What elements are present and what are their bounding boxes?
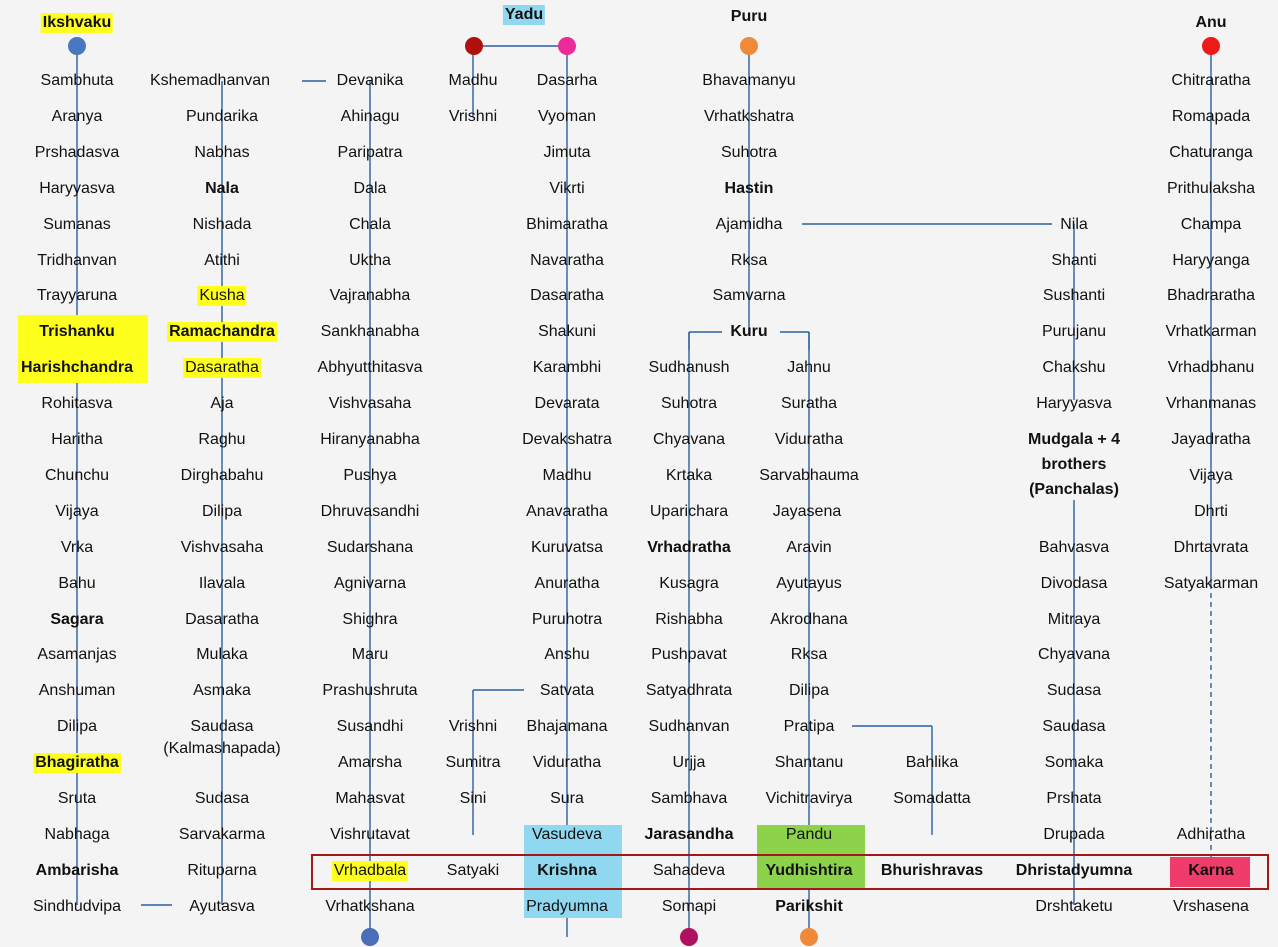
- name-c2-9: Aja: [210, 395, 234, 413]
- name-c5-1: Vyoman: [537, 107, 597, 125]
- name-c11-10: Jayadratha: [1171, 431, 1251, 448]
- name-c8-15: Parikshit: [775, 897, 843, 915]
- name-c3-12: Dhruvasandhi: [320, 502, 420, 520]
- name-c5-9: Devarata: [534, 395, 600, 413]
- name-c2-12: Dilipa: [201, 502, 243, 520]
- name-c10-13: Sudasa: [1046, 682, 1102, 700]
- ikshvaku-dot: [68, 37, 86, 55]
- name-c3-17: Prashushruta: [322, 682, 418, 700]
- name-c3-20: Mahasvat: [335, 790, 405, 807]
- name-c7-10: Sudhanvan: [648, 718, 730, 736]
- dasarha-dot: [558, 37, 576, 55]
- name-c10-2: Sushanti: [1042, 287, 1106, 305]
- name-c10-15: Somaka: [1044, 754, 1104, 772]
- name-c3-6: Vajranabha: [329, 287, 411, 305]
- name-c10-18: Dhristadyumna: [1015, 861, 1133, 879]
- name-c8-13: Pandu: [785, 825, 833, 843]
- name-c3-22: Vrhadbala: [333, 861, 407, 879]
- name-c7-11: Urjja: [672, 754, 706, 772]
- name-c3-15: Shighra: [342, 610, 398, 628]
- name-c7-3: Krtaka: [665, 466, 713, 484]
- lineage-head-yadu: Yadu: [504, 6, 544, 23]
- contemporaries-highlight-box: [311, 854, 1269, 890]
- name-c11-1: Romapada: [1171, 107, 1251, 125]
- name-c10-11: Mitraya: [1047, 610, 1101, 628]
- name-c3-5: Uktha: [349, 251, 391, 269]
- anu-dot: [1202, 37, 1220, 55]
- name-c1-19: Bhagiratha: [35, 754, 119, 772]
- lineage-head-puru: Puru: [730, 8, 768, 25]
- name-c4-3: Sumitra: [445, 754, 501, 772]
- name-c1-11: Chunchu: [44, 466, 110, 484]
- name-c1-18: Dilipa: [56, 718, 98, 736]
- name-c1-9: Rohitasva: [41, 395, 113, 413]
- name-c11-16: Karna: [1188, 861, 1234, 879]
- name-c4-1: Vrishni: [448, 107, 498, 125]
- name-c1-14: Bahu: [58, 574, 96, 592]
- name-c5-7: Shakuni: [538, 323, 596, 341]
- name-c6-2: Suhotra: [720, 143, 778, 161]
- name-c8-1: Suratha: [780, 395, 838, 413]
- name-c6-6: Samvarna: [712, 287, 786, 305]
- name-c2-14: Ilavala: [198, 574, 246, 592]
- name-c11-8: Vrhadbhanu: [1167, 359, 1255, 377]
- name-c2-13: Vishvasaha: [180, 538, 264, 556]
- name-c3-3: Dala: [353, 179, 387, 197]
- name-c3-8: Abhyutthitasva: [317, 359, 423, 377]
- name-c7-12: Sambhava: [650, 790, 728, 807]
- name-c5-17: Satvata: [539, 682, 595, 700]
- name-c3-11: Pushya: [343, 466, 397, 484]
- name-c5-2: Jimuta: [543, 143, 591, 161]
- name-c3-21: Vishrutavat: [330, 825, 410, 843]
- name-c5-22: Krishna: [537, 861, 597, 879]
- name-c5-18: Bhajamana: [526, 718, 608, 736]
- name-c4-0: Madhu: [448, 72, 498, 89]
- name-c5-20: Sura: [550, 790, 584, 807]
- name-c8-11: Shantanu: [774, 754, 844, 772]
- name-c8-12: Vichitravirya: [765, 790, 853, 807]
- name-c7-5: Vrhadratha: [647, 538, 731, 556]
- name-c8-8: Rksa: [790, 646, 828, 664]
- name-c2-15: Dasaratha: [185, 610, 259, 628]
- madhu-dot: [465, 37, 483, 55]
- name-c1-6: Trayyaruna: [36, 287, 118, 305]
- name-c6-5: Rksa: [730, 251, 768, 269]
- name-c7-4: Uparichara: [649, 502, 729, 520]
- name-c2-16: Mulaka: [196, 646, 248, 664]
- name-c7-6: Kusagra: [659, 574, 719, 592]
- name-c2-11: Dirghabahu: [180, 466, 264, 484]
- name-c2-2: Nabhas: [194, 143, 250, 161]
- name-c2-19: (Kalmashapada): [163, 739, 281, 757]
- name-c5-10: Devakshatra: [522, 431, 612, 448]
- name-c5-13: Kuruvatsa: [530, 538, 604, 556]
- name-c5-5: Navaratha: [530, 251, 604, 269]
- name-c3-13: Sudarshana: [326, 538, 414, 556]
- name-c6-7: Kuru: [730, 323, 768, 341]
- name-c1-16: Asamanjas: [37, 646, 117, 664]
- name-c5-14: Anuratha: [534, 574, 600, 592]
- name-c7-14: Sahadeva: [652, 861, 726, 879]
- name-c11-6: Bhadraratha: [1166, 287, 1256, 305]
- vrhatkshana-end-dot: [361, 928, 379, 946]
- name-c8-3: Sarvabhauma: [759, 466, 859, 484]
- name-c3-16: Maru: [351, 646, 389, 664]
- name-c2-3: Nala: [205, 179, 239, 197]
- name-c1-1: Aranya: [51, 107, 103, 125]
- name-c1-21: Nabhaga: [44, 825, 110, 843]
- name-c10-8: (Panchalas): [1029, 481, 1119, 499]
- name-c2-21: Sarvakarma: [178, 825, 266, 843]
- name-c5-4: Bhimaratha: [526, 215, 608, 233]
- name-c2-5: Atithi: [204, 251, 240, 269]
- name-c2-4: Nishada: [192, 215, 252, 233]
- name-c2-17: Asmaka: [193, 682, 251, 700]
- name-c10-6: Mudgala + 4: [1027, 431, 1121, 448]
- name-c11-2: Chaturanga: [1169, 143, 1253, 161]
- name-c10-0: Nila: [1060, 215, 1088, 233]
- name-c8-7: Akrodhana: [770, 610, 848, 628]
- name-c1-2: Prshadasva: [34, 143, 120, 161]
- name-c8-10: Pratipa: [783, 718, 835, 736]
- name-c7-15: Somapi: [661, 897, 717, 915]
- name-c10-17: Drupada: [1043, 825, 1105, 843]
- name-c11-4: Champa: [1180, 215, 1242, 233]
- name-c7-8: Pushpavat: [651, 646, 727, 664]
- name-c10-9: Bahvasva: [1038, 538, 1110, 556]
- name-c11-17: Vrshasena: [1173, 897, 1249, 915]
- name-c7-7: Rishabha: [655, 610, 723, 628]
- name-c10-7: brothers: [1041, 456, 1107, 474]
- name-c3-10: Hiranyanabha: [320, 431, 420, 448]
- name-c1-15: Sagara: [50, 610, 104, 628]
- name-c5-0: Dasarha: [536, 72, 598, 89]
- name-c3-19: Amarsha: [337, 754, 403, 772]
- name-c2-1: Pundarika: [185, 107, 259, 125]
- name-c7-13: Jarasandha: [644, 825, 734, 843]
- name-c5-21: Vasudeva: [532, 825, 602, 843]
- name-c6-3: Hastin: [724, 179, 774, 197]
- name-c6-0: Bhavamanyu: [702, 72, 796, 89]
- name-c4-2: Vrishni: [448, 718, 498, 736]
- name-c6-4: Ajamidha: [715, 215, 783, 233]
- name-c7-0: Sudhanush: [648, 359, 730, 377]
- name-c10-10: Divodasa: [1040, 574, 1108, 592]
- name-c8-0: Jahnu: [787, 359, 831, 377]
- name-c10-5: Haryyasva: [1036, 395, 1112, 413]
- puru-dot: [740, 37, 758, 55]
- name-c1-10: Haritha: [51, 431, 103, 448]
- name-c8-6: Ayutayus: [776, 574, 842, 592]
- name-c8-5: Aravin: [786, 538, 832, 556]
- name-c11-5: Haryyanga: [1172, 251, 1250, 269]
- name-c10-1: Shanti: [1051, 251, 1097, 269]
- name-c5-19: Viduratha: [532, 754, 602, 772]
- name-c2-7: Ramachandra: [169, 323, 275, 341]
- name-c2-0: Kshemadhanvan: [149, 72, 271, 89]
- name-c7-9: Satyadhrata: [645, 682, 733, 700]
- name-c11-9: Vrhanmanas: [1165, 395, 1257, 413]
- name-c3-4: Chala: [349, 215, 391, 233]
- name-c8-9: Dilipa: [788, 682, 830, 700]
- name-c1-0: Sambhuta: [40, 72, 114, 89]
- name-c9-0: Bahlika: [905, 754, 959, 772]
- name-c7-2: Chyavana: [652, 431, 726, 448]
- name-c1-8: Harishchandra: [20, 359, 134, 377]
- lineage-head-ikshvaku: Ikshvaku: [42, 14, 112, 31]
- name-c4-5: Satyaki: [446, 861, 500, 879]
- name-c2-23: Ayutasva: [189, 897, 255, 915]
- name-c2-18: Saudasa: [190, 718, 254, 736]
- name-c3-18: Susandhi: [336, 718, 404, 736]
- name-c8-2: Viduratha: [774, 431, 844, 448]
- name-c5-11: Madhu: [542, 466, 592, 484]
- somapi-end-dot: [680, 928, 698, 946]
- name-c10-14: Saudasa: [1042, 718, 1106, 736]
- name-c11-13: Dhrtavrata: [1173, 538, 1249, 556]
- name-c2-8: Dasaratha: [185, 359, 259, 377]
- name-c1-7: Trishanku: [39, 323, 115, 341]
- name-c2-10: Raghu: [198, 431, 246, 448]
- lineage-head-anu: Anu: [1195, 14, 1227, 31]
- name-c5-6: Dasaratha: [530, 287, 604, 305]
- name-c5-16: Anshu: [544, 646, 590, 664]
- name-c1-20: Sruta: [57, 790, 97, 807]
- name-c1-22: Ambarisha: [35, 861, 119, 879]
- name-c3-2: Paripatra: [337, 143, 403, 161]
- name-c4-4: Sini: [459, 790, 487, 807]
- name-c2-22: Rituparna: [187, 861, 257, 879]
- name-c3-14: Agnivarna: [333, 574, 407, 592]
- name-c2-20: Sudasa: [194, 790, 250, 807]
- name-c11-7: Vrhatkarman: [1165, 323, 1257, 341]
- name-c3-1: Ahinagu: [340, 107, 400, 125]
- name-c8-4: Jayasena: [772, 502, 842, 520]
- name-c3-0: Devanika: [336, 72, 404, 89]
- name-c1-4: Sumanas: [43, 215, 111, 233]
- name-c10-16: Prshata: [1046, 790, 1102, 807]
- name-c11-12: Dhrti: [1194, 502, 1228, 520]
- name-c11-14: Satyakarman: [1163, 574, 1259, 592]
- name-c3-9: Vishvasaha: [328, 395, 412, 413]
- name-c10-4: Chakshu: [1042, 359, 1106, 377]
- name-c1-23: Sindhudvipa: [32, 897, 122, 915]
- name-c1-5: Tridhanvan: [37, 251, 117, 269]
- name-c1-3: Haryyasva: [39, 179, 115, 197]
- name-c11-0: Chitraratha: [1171, 72, 1251, 89]
- name-c5-8: Karambhi: [532, 359, 602, 377]
- name-c3-7: Sankhanabha: [320, 323, 420, 341]
- name-c10-3: Purujanu: [1041, 323, 1107, 341]
- parikshit-end-dot: [800, 928, 818, 946]
- name-c11-3: Prithulaksha: [1166, 179, 1256, 197]
- name-c3-23: Vrhatkshana: [325, 897, 415, 915]
- name-c5-3: Vikrti: [549, 179, 585, 197]
- name-c2-6: Kusha: [199, 287, 245, 305]
- name-c10-12: Chyavana: [1037, 646, 1111, 664]
- name-c8-14: Yudhishtira: [765, 861, 853, 879]
- name-c1-12: Vijaya: [55, 502, 99, 520]
- name-c1-13: Vrka: [60, 538, 94, 556]
- name-c11-15: Adhiratha: [1176, 825, 1246, 843]
- name-c9-1: Somadatta: [893, 790, 971, 807]
- name-c5-23: Pradyumna: [526, 897, 608, 915]
- name-c10-19: Drshtaketu: [1035, 897, 1113, 915]
- name-c7-1: Suhotra: [660, 395, 718, 413]
- name-c1-17: Anshuman: [38, 682, 116, 700]
- name-c5-15: Puruhotra: [531, 610, 603, 628]
- name-c6-1: Vrhatkshatra: [703, 107, 795, 125]
- name-c9-2: Bhurishravas: [880, 861, 984, 879]
- name-c5-12: Anavaratha: [526, 502, 608, 520]
- name-c11-11: Vijaya: [1189, 466, 1233, 484]
